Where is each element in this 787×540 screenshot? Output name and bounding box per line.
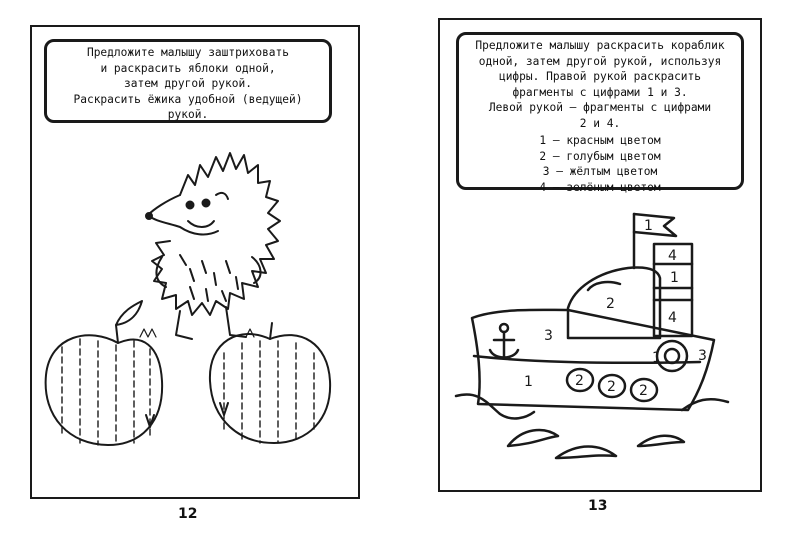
region-number: 3 (698, 348, 707, 364)
instruction-line: Левой рукой — фрагменты с цифрами (488, 101, 712, 114)
region-number: 1 (524, 374, 533, 390)
region-number: 2 (606, 296, 615, 312)
region-number: 3 (544, 328, 553, 344)
hedgehog-icon (146, 153, 280, 339)
apple-icon (46, 301, 163, 445)
instruction-line: цифры. Правой рукой раскрасить (498, 70, 702, 83)
instruction-line: Раскрасить ёжика удобной (ведущей) (73, 92, 303, 106)
instruction-line: 2 и 4. (579, 116, 621, 130)
instruction-line: Предложите малышу раскрасить кораблик (475, 39, 725, 52)
lifebuoy-icon (657, 341, 687, 371)
instruction-line: фрагменты с цифрами 1 и 3. (512, 85, 688, 99)
region-number: 1 (644, 218, 653, 234)
instruction-line: и раскрасить яблоки одной, (100, 61, 276, 75)
instruction-line: Предложите малышу заштриховать (86, 46, 290, 59)
region-number: 4 (668, 248, 677, 264)
region-number: 2 (639, 383, 648, 399)
region-number: 1 (652, 350, 661, 366)
legend-row: 3 — жёлтым цветом (542, 165, 658, 178)
hedgehog-and-apples-illustration (30, 25, 360, 500)
legend-row: 2 — голубым цветом (539, 149, 661, 163)
instruction-line: рукой. (167, 108, 209, 121)
legend-row: 4 — зелёным цветом (539, 180, 661, 194)
anchor-icon (490, 324, 518, 358)
instruction-line: одной, затем другой рукой, используя (478, 54, 722, 68)
region-number: 2 (575, 373, 584, 389)
instruction-line: затем другой рукой. (124, 77, 252, 90)
ship-illustration (438, 18, 768, 493)
page-number: 13 (588, 498, 608, 514)
legend-row: 1 — красным цветом (539, 134, 661, 147)
page-number: 12 (178, 506, 198, 522)
region-number: 2 (607, 379, 616, 395)
region-number: 1 (670, 270, 679, 286)
apple-icon (210, 323, 330, 443)
region-number: 4 (668, 310, 677, 326)
